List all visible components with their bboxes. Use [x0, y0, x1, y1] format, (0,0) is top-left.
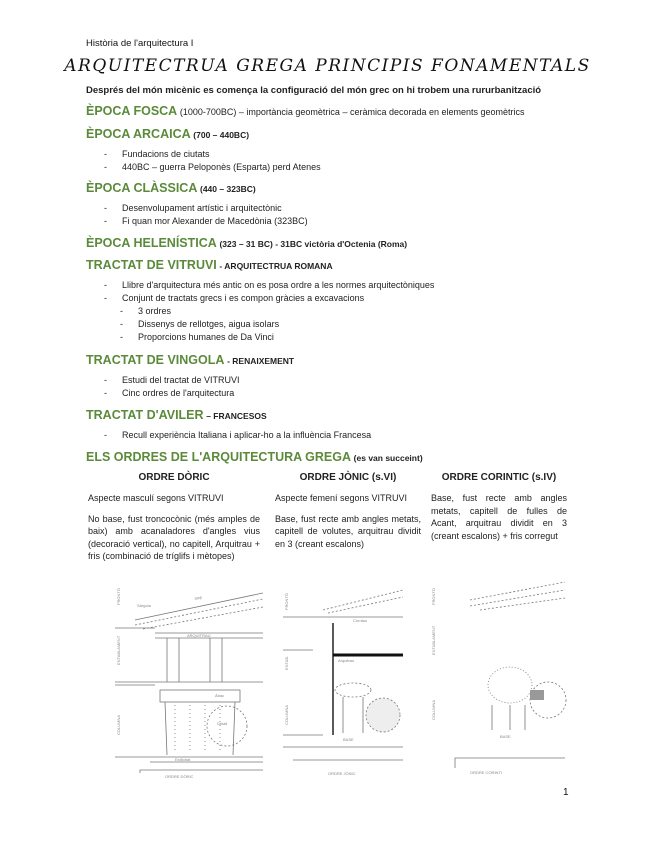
list-item: - Recull experiència Italiana i aplicar-ho a la influència Francesa: [104, 429, 371, 442]
svg-text:Detall: Detall: [217, 721, 228, 726]
order-description: Base, fust recte amb angles metats, capitell de volutes, arquitrau dividit en 3 (creant escalons): [275, 513, 421, 549]
order-title: ORDRE JÒNIC (s.VI): [299, 472, 397, 483]
svg-text:timp: timp: [194, 594, 203, 601]
doric-order-diagram: [115, 585, 265, 779]
section-note: (440 – 323BC): [200, 184, 256, 194]
section-vitruvi: [86, 258, 333, 272]
list-item: - Llibre d'arquitectura més antic on es posa ordre a les normes arquitectòniques: [104, 279, 434, 292]
vingola-list: [104, 374, 240, 400]
section-heading: TRACTAT D'AVILER: [86, 408, 204, 422]
section-note: (323 – 31 BC) - 31BC victòria d'Octenia (Roma): [219, 239, 408, 249]
section-heading: ELS ORDRES DE L'ARQUITECTURA GREGA: [86, 450, 352, 464]
svg-text:Cornisa: Cornisa: [353, 618, 367, 623]
section-epoca-hellenistica: [86, 236, 407, 250]
sub-list-item: - Dissenys de rellotges, aigua isolars: [104, 318, 434, 331]
corinthian-order-diagram: [430, 580, 570, 775]
page-number: 1: [563, 787, 569, 798]
order-doric: [88, 472, 260, 571]
svg-text:ORDRE JÒNIC: ORDRE JÒNIC: [328, 771, 356, 776]
ionic-order-diagram: [283, 585, 408, 775]
order-title: ORDRE CORINTIC (s.IV): [441, 472, 557, 483]
svg-text:ENTAB.: ENTAB.: [284, 655, 289, 670]
svg-text:Arquitrau: Arquitrau: [338, 658, 355, 663]
aviler-list: [104, 429, 371, 442]
svg-text:ENTABLAMENT: ENTABLAMENT: [116, 635, 121, 665]
section-vingola: [86, 353, 294, 367]
list-item: - Conjunt de tractats grecs i es compon gràcies a excavacions: [104, 292, 434, 305]
list-item: - Fi quan mor Alexander de Macedònia (323BC): [104, 215, 308, 228]
svg-text:ARQUITRAU: ARQUITRAU: [187, 633, 211, 638]
order-description: No base, fust troncocònic (més amples de baix) amb acanaladores d'angles vius (decoració vertical), no capitell, Arquitrau + fris (combinació de tríglifs i mètopes): [88, 513, 260, 561]
list-item: - Fundacions de ciutats: [104, 148, 321, 161]
sub-list-item: - 3 ordres: [104, 305, 434, 318]
page-title: ARQUITECTRUA GREGA PRINCIPIS FONAMENTALS: [64, 56, 591, 76]
section-note: - ARQUITECTRUA ROMANA: [219, 261, 333, 271]
section-note: - RENAIXEMENT: [227, 356, 295, 366]
svg-text:COLUMNA: COLUMNA: [284, 704, 289, 725]
course-header: Història de l'arquitectura I: [86, 38, 194, 49]
sub-list-item: - Proporcions humanes de Da Vinci: [104, 331, 434, 344]
section-heading: ÈPOCA ARCAICA: [86, 127, 191, 141]
section-epoca-classica: [86, 181, 256, 195]
section-epoca-fosca: [86, 104, 525, 118]
svg-text:FRONTÓ: FRONTÓ: [431, 588, 436, 605]
order-aspect: Aspecte masculí segons VITRUVI: [88, 493, 224, 503]
section-note: (700 – 440BC): [193, 130, 250, 140]
vitruvi-list: [104, 279, 434, 344]
list-item: - Cinc ordres de l'arquitectura: [104, 387, 240, 400]
svg-text:BASE: BASE: [500, 734, 511, 739]
section-note: – FRANCESOS: [206, 411, 267, 421]
section-epoca-arcaica: [86, 127, 249, 141]
section-heading: TRACTAT DE VITRUVI: [86, 258, 217, 272]
svg-text:COLUMNA: COLUMNA: [116, 714, 121, 735]
svg-text:ENTABLAMENT: ENTABLAMENT: [431, 625, 436, 655]
section-note: (es van succeint): [353, 453, 423, 463]
svg-text:Estilobat: Estilobat: [175, 757, 191, 762]
order-ionic: [275, 472, 421, 558]
svg-text:FRONTÓ: FRONTÓ: [116, 588, 121, 605]
svg-text:BASE: BASE: [343, 737, 354, 742]
svg-text:COLUMNA: COLUMNA: [431, 699, 436, 720]
order-aspect: Aspecte femení segons VITRUVI: [275, 493, 408, 503]
section-heading: ÈPOCA FOSCA: [86, 104, 178, 118]
list-item: - Desenvolupament artístic i arquitectònic: [104, 202, 308, 215]
order-corinthian: [431, 472, 567, 550]
classica-list: [104, 202, 308, 228]
section-heading: TRACTAT DE VINGOLA: [86, 353, 225, 367]
svg-text:Àbac: Àbac: [215, 693, 225, 698]
svg-text:Sàrgola: Sàrgola: [137, 603, 151, 608]
arcaica-list: [104, 148, 321, 174]
order-title: ORDRE DÒRIC: [138, 472, 210, 483]
list-item: - Estudi del tractat de VITRUVI: [104, 374, 240, 387]
section-note: (1000-700BC) – importància geomètrica – ceràmica decorada en elements geomètrics: [179, 107, 525, 117]
intro-text: Després del món micènic es comença la configuració del món grec on hi trobem una rururbanització: [86, 85, 542, 96]
section-heading: ÈPOCA HELENÍSTICA: [86, 236, 217, 250]
svg-text:ORDRE DÒRIC: ORDRE DÒRIC: [165, 774, 194, 779]
section-heading: ÈPOCA CLÀSSICA: [86, 181, 198, 195]
order-description: Base, fust recte amb angles metats, capitell de fulles de Acant, arquitrau dividit en 3 (creant escalons) + fris corregut: [431, 493, 567, 541]
section-ordres: [86, 450, 423, 464]
svg-text:FRONTÓ: FRONTÓ: [284, 593, 289, 610]
list-item: - 440BC – guerra Peloponès (Esparta) perd Atenes: [104, 161, 321, 174]
section-aviler: [86, 408, 267, 422]
svg-text:ORDRE CORINTI: ORDRE CORINTI: [470, 770, 502, 775]
